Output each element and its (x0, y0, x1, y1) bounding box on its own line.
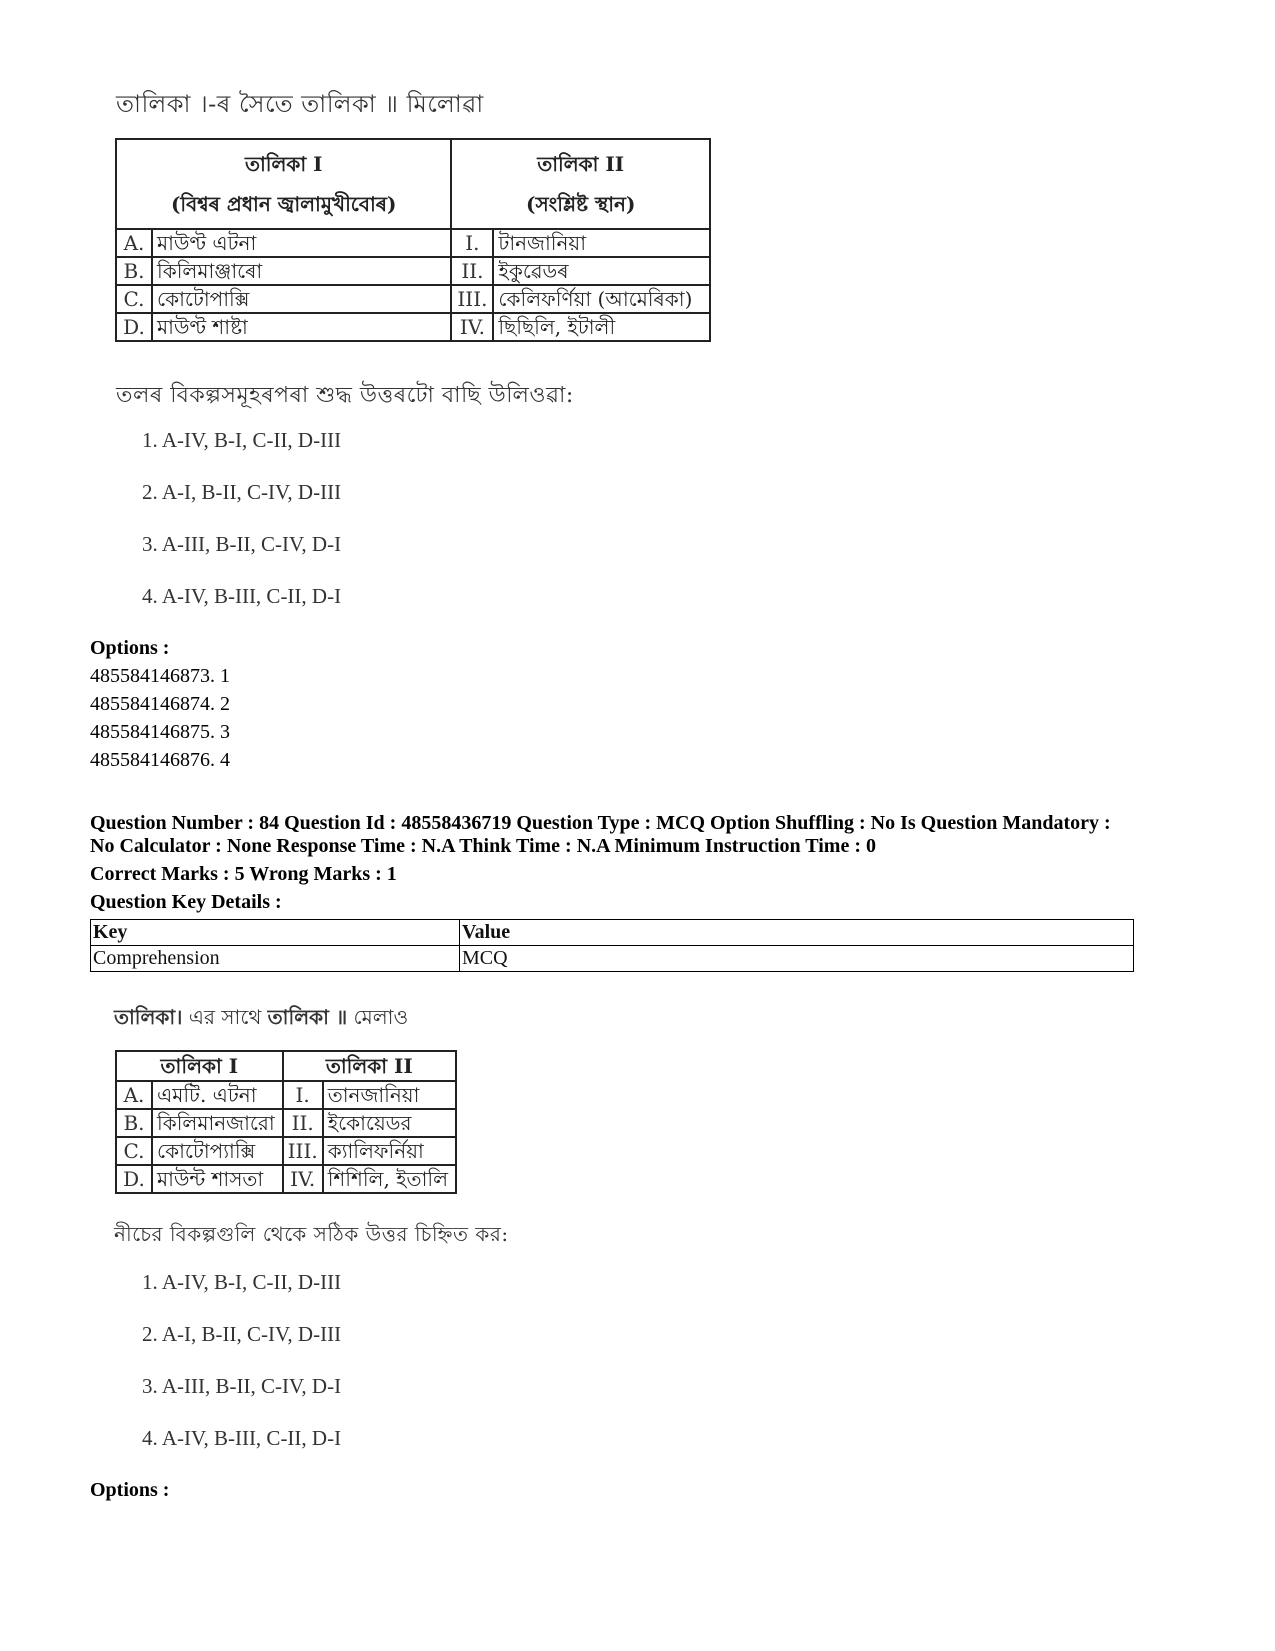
table-row (116, 1165, 456, 1193)
table-row (116, 1081, 456, 1109)
answer-choice-4: 4. A-IV, B-III, C-II, D-I (142, 1426, 342, 1450)
answer-choice-1: 1. A-IV, B-I, C-II, D-III (142, 1270, 342, 1294)
key-cell: Comprehension (91, 946, 460, 972)
answer-choice-3: 3. A-III, B-II, C-IV, D-I (142, 532, 342, 556)
row-place: ছিছিলি, ইটালী (493, 313, 710, 341)
row-letter: B. (116, 257, 152, 285)
instruction-text: নীচের বিকল্পগুলি থেকে সঠিক উত্তর চিহ্নিত কর: (114, 1222, 509, 1246)
option-id-2: 485584146874. 2 (90, 693, 230, 715)
row-volcano: এমটি. এটনা (152, 1081, 283, 1109)
row-letter: A. (116, 1081, 152, 1109)
row-numeral: IV. (451, 313, 493, 341)
header-list-2-subtitle: (সংশ্লিষ্ট স্থান) (525, 192, 636, 216)
row-volcano: কিলিমানজারো (152, 1109, 283, 1137)
options-label: Options : (90, 637, 170, 659)
question-title (114, 1003, 408, 1036)
header-list-2-title: তালিকা II (537, 152, 625, 176)
key-header: Key (91, 920, 460, 946)
table-header-list-1: তালিকা I (116, 1051, 283, 1081)
row-numeral: III. (451, 285, 493, 313)
row-letter: B. (116, 1109, 152, 1137)
option-id-1: 485584146873. 1 (90, 665, 230, 687)
row-volcano: মাউণ্ট শাষ্টা (152, 313, 451, 341)
question-meta-line-1: Question Number : 84 Question Id : 48558436719 Question Type : MCQ Option Shuffling : No Is Question Mandatory : (90, 812, 1111, 834)
match-table (115, 138, 711, 342)
row-volcano: কিলিমাঞ্জাৰো (152, 257, 451, 285)
row-letter: D. (116, 1165, 152, 1193)
row-volcano: কোটোপাক্সি (152, 285, 451, 313)
row-place: টানজানিয়া (493, 229, 710, 257)
row-volcano: মাউণ্ট এটনা (152, 229, 451, 257)
row-volcano: মাউন্ট শাসতা (152, 1165, 283, 1193)
title-connector: এর সাথে (188, 1005, 262, 1029)
row-letter: D. (116, 313, 152, 341)
value-cell: MCQ (460, 946, 1134, 972)
row-place: শিশিলি, ইতালি (323, 1165, 456, 1193)
match-table (115, 1050, 457, 1194)
row-numeral: III. (283, 1137, 323, 1165)
row-letter: A. (116, 229, 152, 257)
row-numeral: I. (451, 229, 493, 257)
option-id-3: 485584146875. 3 (90, 721, 230, 743)
table-header-list-2: তালিকা II (283, 1051, 456, 1081)
header-list-1-title: তালিকা I (244, 152, 323, 176)
answer-choice-2: 2. A-I, B-II, C-IV, D-III (142, 480, 342, 504)
table-row (116, 257, 710, 285)
question-meta-line-2: No Calculator : None Response Time : N.A Think Time : N.A Minimum Instruction Time : 0 (90, 835, 876, 857)
table-header-list-2 (451, 139, 710, 229)
key-details-table (90, 919, 1134, 972)
row-numeral: II. (451, 257, 493, 285)
row-volcano: কোটোপ্যাক্সি (152, 1137, 283, 1165)
row-letter: C. (116, 285, 152, 313)
table-row (116, 1109, 456, 1137)
value-header: Value (460, 920, 1134, 946)
row-numeral: II. (283, 1109, 323, 1137)
answer-choice-3: 3. A-III, B-II, C-IV, D-I (142, 1374, 342, 1398)
table-row (116, 229, 710, 257)
table-header-list-1 (116, 139, 451, 229)
answer-choice-2: 2. A-I, B-II, C-IV, D-III (142, 1322, 342, 1346)
row-letter: C. (116, 1137, 152, 1165)
row-place: ইকুৱেডৰ (493, 257, 710, 285)
table-row (116, 1137, 456, 1165)
options-label: Options : (90, 1479, 170, 1501)
header-list-1-subtitle: (বিশ্বৰ প্ৰধান জ্বালামুখীবোৰ) (170, 192, 397, 216)
row-numeral: IV. (283, 1165, 323, 1193)
answer-choice-1: 1. A-IV, B-I, C-II, D-III (142, 428, 342, 452)
title-list-1: তালিকা। (114, 1005, 183, 1029)
table-row (116, 285, 710, 313)
key-details-label: Question Key Details : (90, 891, 282, 913)
title-verb: মেলাও (353, 1005, 409, 1029)
row-place: ইকোয়েডর (323, 1109, 456, 1137)
row-numeral: I. (283, 1081, 323, 1109)
row-place: ক্যালিফর্নিয়া (323, 1137, 456, 1165)
instruction-text: তলৰ বিকল্পসমূহৰপৰা শুদ্ধ উত্তৰটো বাছি উলিওৱা: (116, 383, 574, 408)
option-id-4: 485584146876. 4 (90, 749, 230, 771)
answer-choice-4: 4. A-IV, B-III, C-II, D-I (142, 584, 342, 608)
table-row (91, 946, 1134, 972)
question-marks: Correct Marks : 5 Wrong Marks : 1 (90, 863, 397, 885)
question-title: তালিকা ।-ৰ সৈতে তালিকা ॥ মিলোৱা (116, 90, 484, 118)
table-row (116, 313, 710, 341)
row-place: কেলিফৰ্ণিয়া (আমেৰিকা) (493, 285, 710, 313)
row-place: তানজানিয়া (323, 1081, 456, 1109)
title-list-2: তালিকা ॥ (267, 1005, 348, 1029)
